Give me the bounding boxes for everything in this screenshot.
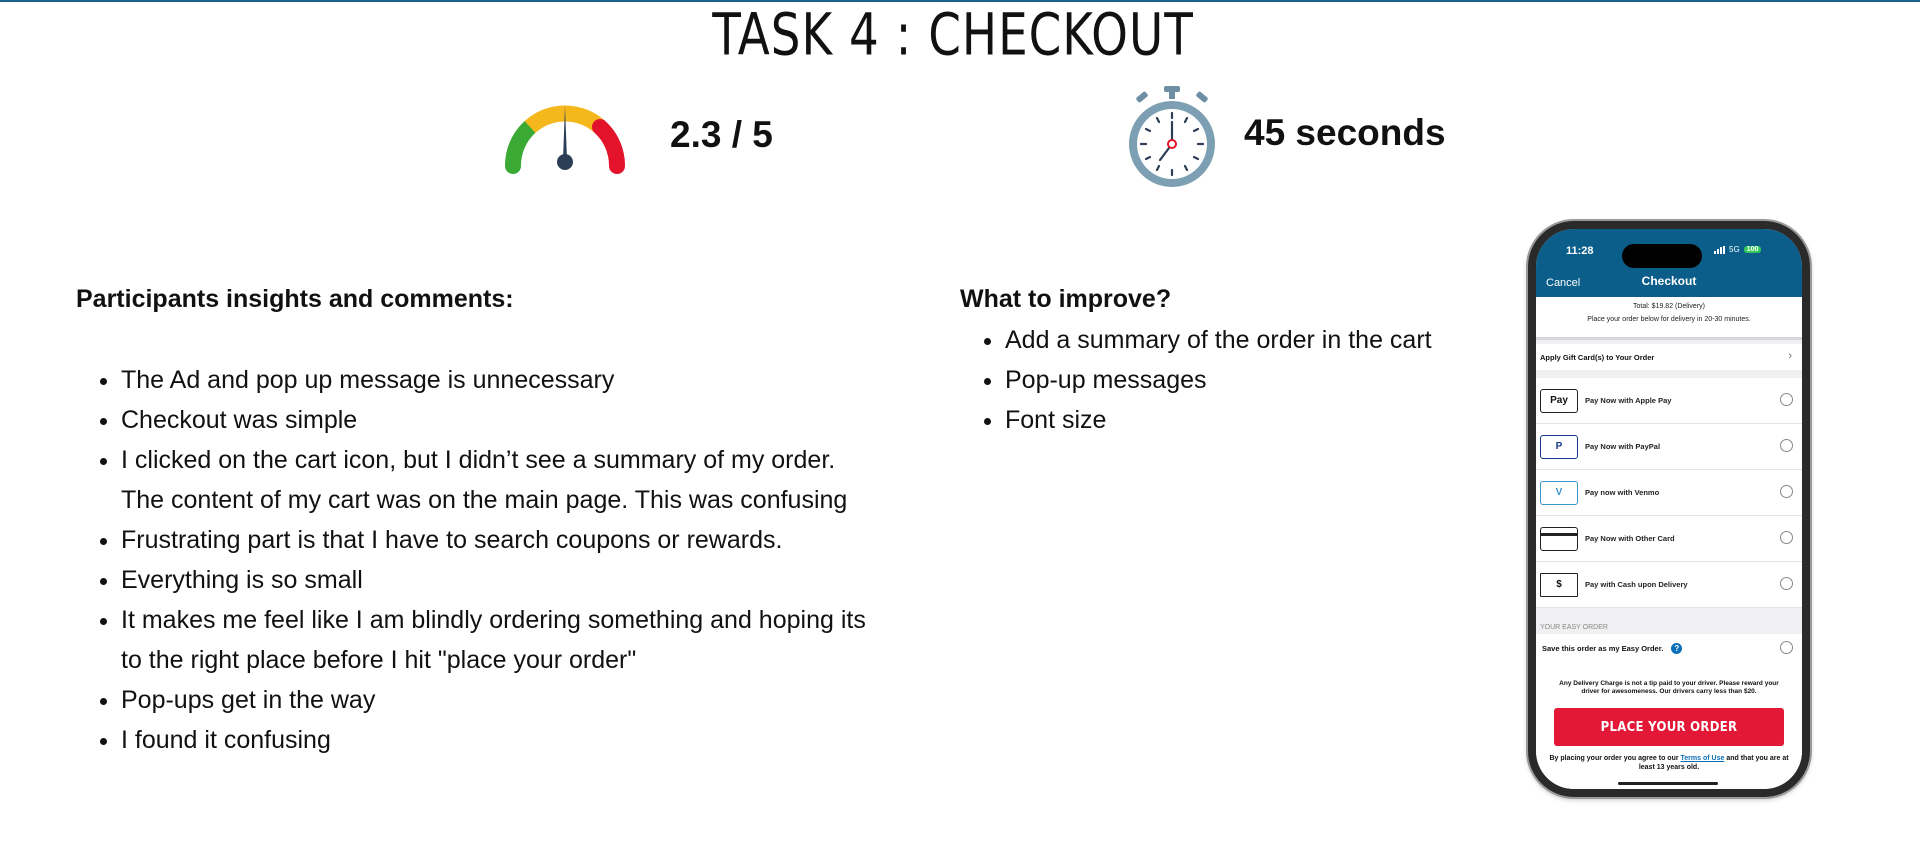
easy-order-label: Save this order as my Easy Order. — [1542, 643, 1664, 653]
payment-options — [1536, 378, 1802, 608]
order-total: Total: $19.82 (Delivery) — [1633, 303, 1705, 310]
delivery-disclaimer: Any Delivery Charge is not a tip paid to your driver. Please reward your driver for awesomeness. Our drivers carry less than $20. — [1559, 680, 1779, 695]
gauge-red-segment — [600, 127, 617, 166]
stopwatch-icon — [1124, 84, 1220, 190]
rating-score: 2.3 / 5 — [670, 114, 773, 155]
insight-item: • I found it confusing — [121, 720, 881, 760]
payment-radio[interactable] — [1780, 393, 1793, 406]
phone-screen — [1536, 229, 1802, 789]
cash-icon: $ — [1540, 573, 1578, 597]
signal-icon — [1714, 246, 1725, 254]
insight-item: • Checkout was simple — [121, 400, 881, 440]
payment-option-apple-pay[interactable] — [1536, 378, 1802, 424]
insight-item: • Everything is so small — [121, 560, 881, 600]
insights-list — [76, 360, 881, 760]
gauge-green-segment — [513, 127, 530, 166]
insight-item: • Frustrating part is that I have to search coupons or rewards. — [121, 520, 881, 560]
gauge-hub — [557, 154, 573, 170]
cancel-button[interactable]: Cancel — [1546, 277, 1581, 289]
payment-radio[interactable] — [1780, 485, 1793, 498]
improve-item: • Add a summary of the order in the cart — [1005, 320, 1445, 360]
checkout-header — [1536, 229, 1802, 297]
network-label: 5G — [1729, 245, 1740, 254]
payment-radio[interactable] — [1780, 531, 1793, 544]
chevron-right-icon: › — [1788, 350, 1792, 362]
terms-notice: By placing your order you agree to our Terms of Use and that you are at least 13 years old. — [1549, 755, 1789, 771]
payment-label: Pay Now with Other Card — [1585, 534, 1675, 543]
insight-item: • The Ad and pop up message is unnecessary — [121, 360, 881, 400]
payment-label: Pay Now with Apple Pay — [1585, 396, 1672, 405]
paypal-icon: P — [1540, 435, 1578, 459]
dynamic-island — [1622, 244, 1702, 268]
task-duration: 45 seconds — [1244, 112, 1446, 153]
payment-option-other-card[interactable] — [1536, 516, 1802, 562]
improve-item: • Font size — [1005, 400, 1445, 440]
insight-item: • I clicked on the cart icon, but I didn’t see a summary of my order. The content of my cart was on the main page. This was confusing — [121, 440, 881, 520]
payment-option-paypal[interactable] — [1536, 424, 1802, 470]
insight-item: • It makes me feel like I am blindly ordering something and hoping its to the right place before I hit "place your order" — [121, 600, 881, 680]
page-title: TASK 4 : CHECKOUT — [712, 2, 1194, 70]
gift-card-row[interactable] — [1536, 344, 1802, 370]
apple-pay-icon: Pay — [1540, 389, 1578, 413]
home-indicator — [1618, 782, 1718, 785]
insight-item: • Pop-ups get in the way — [121, 680, 881, 720]
easy-order-row[interactable] — [1536, 634, 1802, 662]
battery-icon: 100 — [1744, 246, 1762, 253]
payment-option-venmo[interactable] — [1536, 470, 1802, 516]
improve-heading: What to improve? — [960, 285, 1172, 313]
improve-item: • Pop-up messages — [1005, 360, 1445, 400]
help-icon[interactable]: ? — [1671, 643, 1682, 654]
improve-list — [960, 320, 1445, 440]
payment-radio[interactable] — [1780, 439, 1793, 452]
payment-label: Pay with Cash upon Delivery — [1585, 580, 1688, 589]
status-time: 11:28 — [1566, 245, 1594, 257]
terms-of-use-link[interactable]: Terms of Use — [1680, 755, 1725, 762]
checkout-footer — [1536, 662, 1802, 789]
venmo-icon: V — [1540, 481, 1578, 505]
place-order-button[interactable]: PLACE YOUR ORDER — [1554, 708, 1784, 746]
payment-radio[interactable] — [1780, 577, 1793, 590]
order-summary — [1536, 297, 1802, 340]
payment-option-cash[interactable] — [1536, 562, 1802, 608]
phone-mockup — [1528, 221, 1810, 797]
delivery-note: Place your order below for delivery in 20-30 minutes. — [1587, 316, 1751, 323]
easy-order-section-label: YOUR EASY ORDER — [1540, 624, 1608, 631]
checkout-title: Checkout — [1641, 274, 1697, 288]
insights-heading: Participants insights and comments: — [76, 285, 514, 313]
credit-card-icon — [1540, 527, 1578, 551]
easy-order-radio[interactable] — [1780, 641, 1793, 654]
status-indicators — [1714, 245, 1761, 254]
payment-label: Pay Now with PayPal — [1585, 442, 1661, 451]
rating-gauge-icon — [500, 94, 630, 174]
payment-label: Pay now with Venmo — [1585, 488, 1660, 497]
gift-card-label: Apply Gift Card(s) to Your Order — [1540, 352, 1655, 362]
